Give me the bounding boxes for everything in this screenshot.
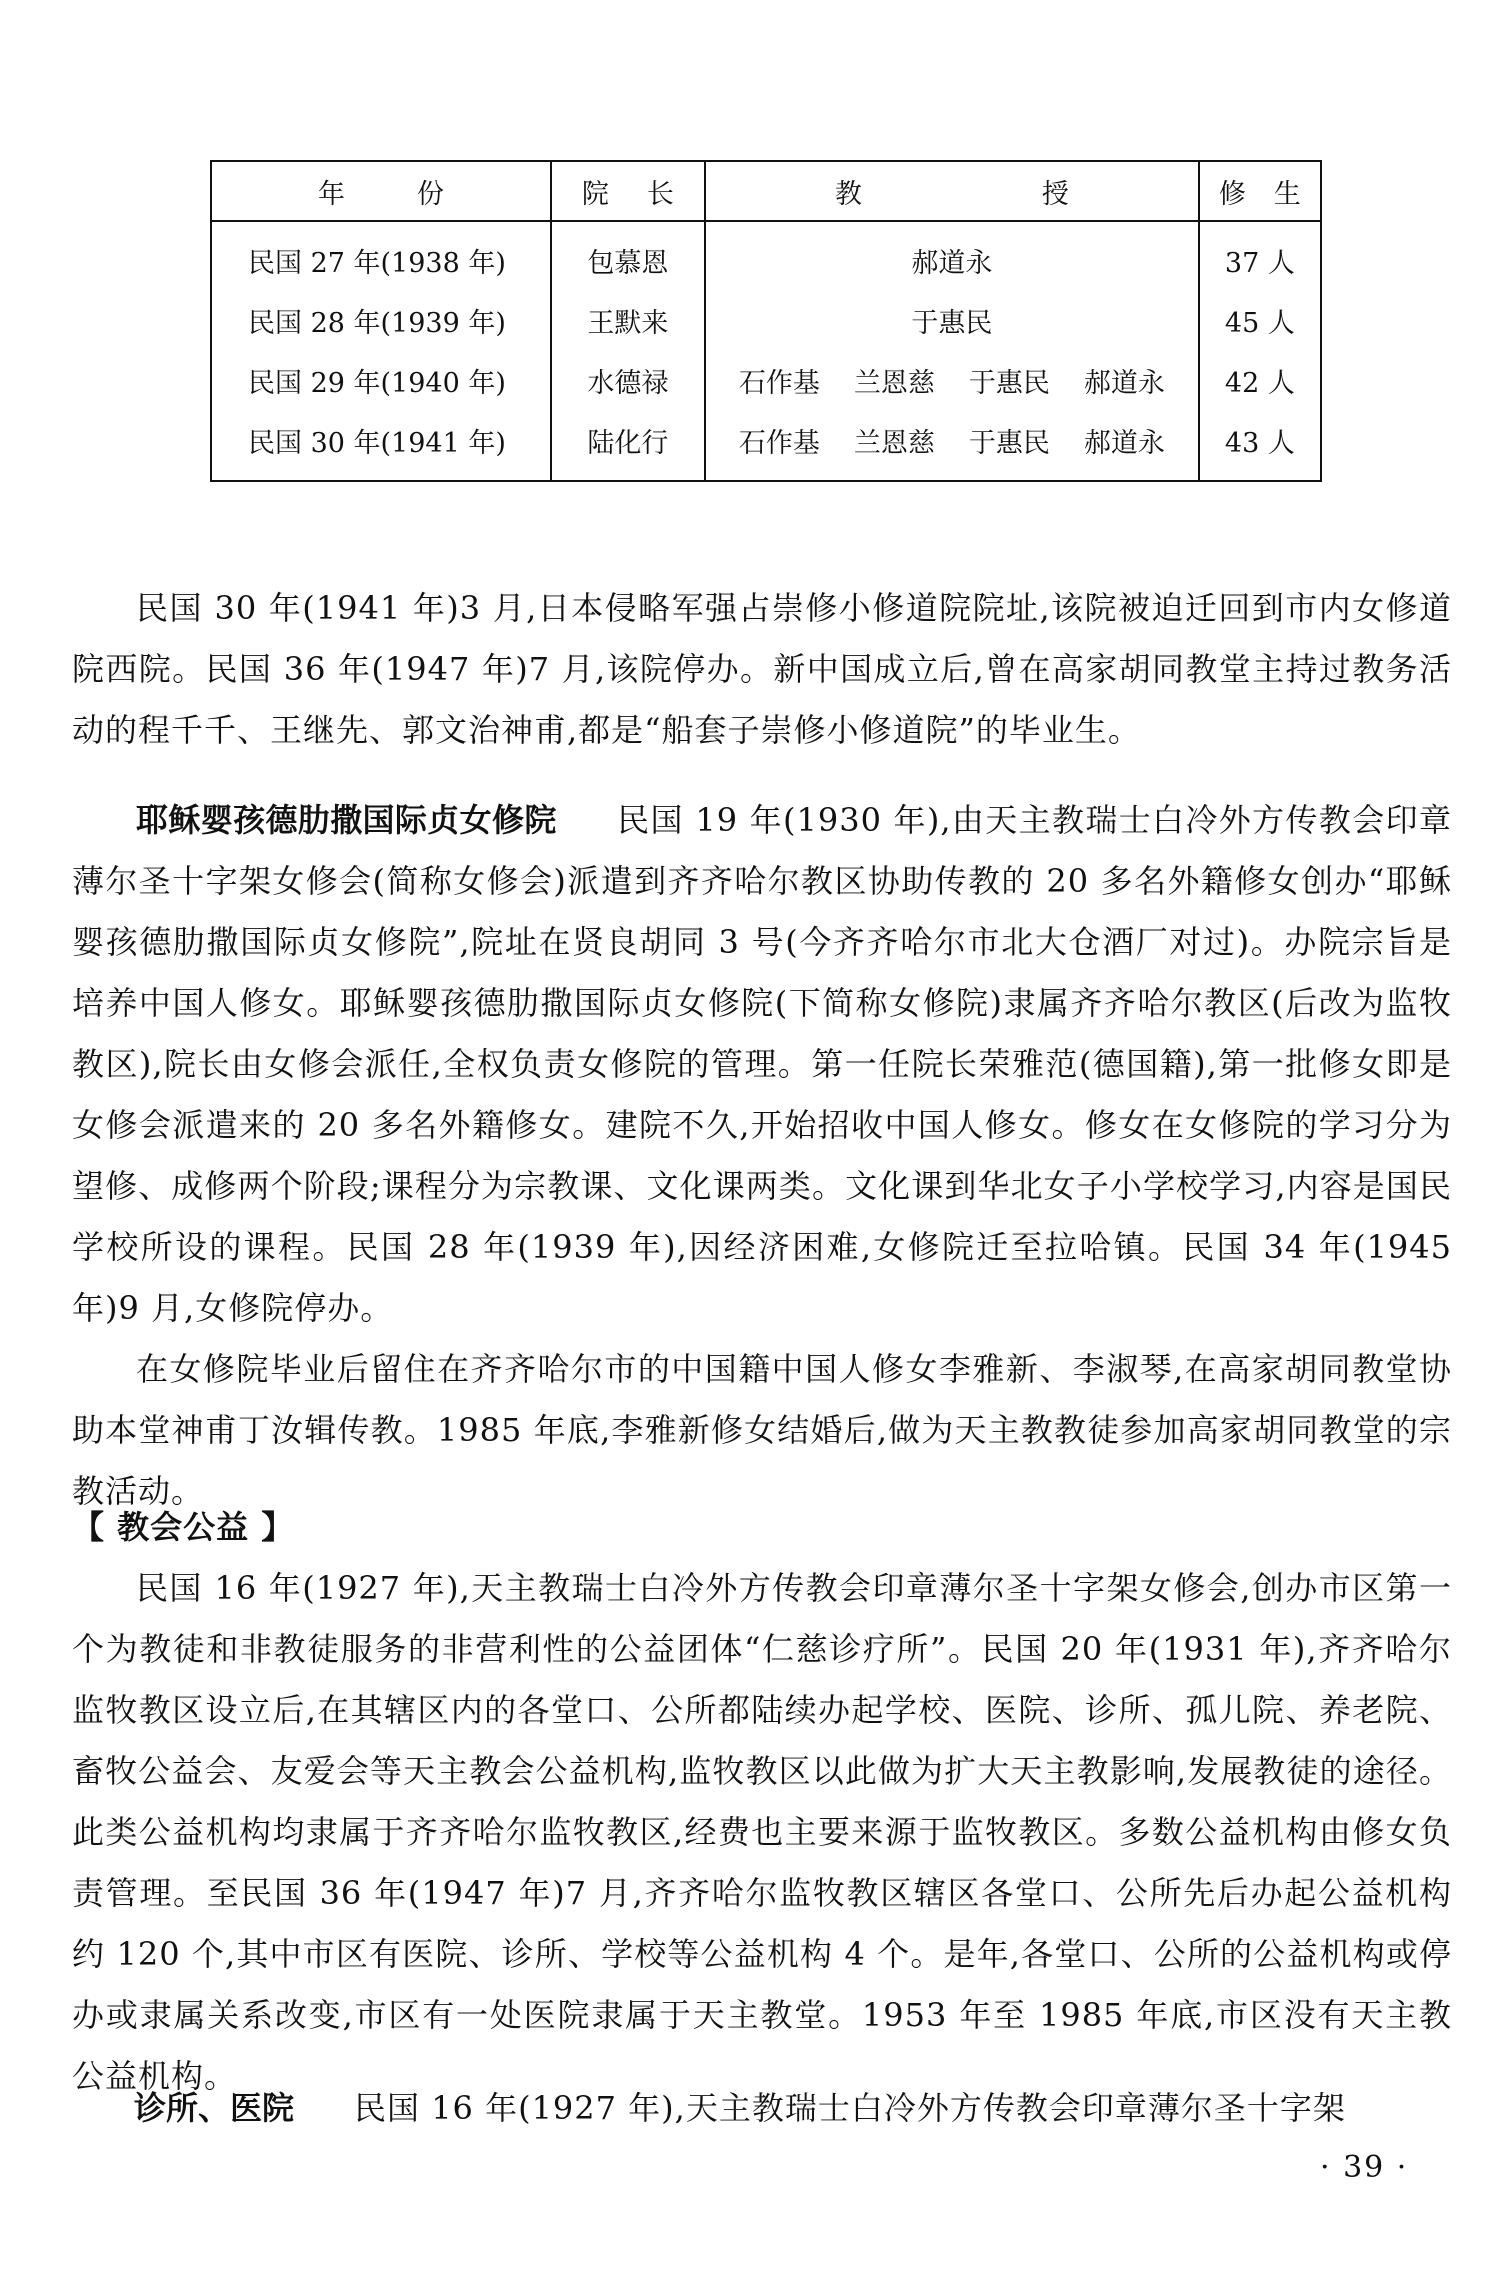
paragraph-text: 民国 16 年(1927 年),天主教瑞士白冷外方传教会印章薄尔圣十字架女修会,创办市区第一个为教徒和非教徒服务的非营利性的公益团体“仁慈诊疗所”。民国 20 年(1931 年),齐齐哈尔监牧教区设立后,在其辖区内的各堂口、公所都陆续办起学校、医院、诊所、孤儿院、养老院、畜牧公益会、友爱会等天主教会公益机构,监牧教区以此做为扩大天主教影响,发展教徒的途径。此类公益机构均隶属于齐齐哈尔监牧教区,经费也主要来源于监牧教区。多数公益机构由修女负责管理。至民国 36 年(1947 年)7 月,齐齐哈尔监牧教区辖区各堂口、公所先后办起公益机构约 120 个,其中市区有医院、诊所、学校等公益机构 4 个。是年,各堂口、公所的公益机构或停办或隶属关系改变,市区有一处医院隶属于天主教堂。1953 年至 1985 年底,市区没有天主教公益机构。 (72, 1569, 1452, 2095)
header-head: 院 长 (551, 161, 705, 221)
cell-year: 民国 28 年(1939 年) (211, 290, 551, 350)
cell-head: 包慕恩 (551, 221, 705, 290)
cell-students: 37 人 (1199, 221, 1321, 290)
cell-students: 45 人 (1199, 290, 1321, 350)
entry-heading: 耶稣婴孩德肋撒国际贞女修院 (136, 801, 557, 839)
paragraph-clinic (72, 2078, 1452, 2139)
cell-professors: 于惠民 (705, 290, 1199, 350)
paragraph-convent (72, 790, 1452, 1522)
cell-professors: 郝道永 (705, 221, 1199, 290)
paragraph-text: 民国 16 年(1927 年),天主教瑞士白冷外方传教会印章薄尔圣十字架 (354, 2089, 1346, 2127)
section-heading: 【 教会公益 】 (72, 1508, 295, 1546)
cell-year: 民国 29 年(1940 年) (211, 350, 551, 410)
header-year: 年 份 (211, 161, 551, 221)
header-professors: 教 授 (705, 161, 1199, 221)
seminary-roster-table (210, 160, 1322, 482)
cell-students: 42 人 (1199, 350, 1321, 410)
table-row (211, 350, 1321, 410)
cell-students: 43 人 (1199, 410, 1321, 481)
cell-professors: 石作基 兰恩慈 于惠民 郝道永 (705, 350, 1199, 410)
table-header-row (211, 161, 1321, 221)
table-row (211, 410, 1321, 481)
table-row (211, 221, 1321, 290)
cell-head: 水德禄 (551, 350, 705, 410)
cell-head: 陆化行 (551, 410, 705, 481)
paragraph-text: 民国 19 年(1930 年),由天主教瑞士白冷外方传教会印章薄尔圣十字架女修会(简称女修会)派遣到齐齐哈尔教区协助传教的 20 多名外籍修女创办“耶稣婴孩德肋撒国际贞女修院”,院址在贤良胡同 3 号(今齐齐哈尔市北大仓酒厂对过)。办院宗旨是培养中国人修女。耶稣婴孩德肋撒国际贞女修院(下简称女修院)隶属齐齐哈尔教区(后改为监牧教区),院长由女修会派任,全权负责女修院的管理。第一任院长荣雅范(德国籍),第一批修女即是女修会派遣来的 20 多名外籍修女。建院不久,开始招收中国人修女。修女在女修院的学习分为望修、成修两个阶段;课程分为宗教课、文化课两类。文化课到华北女子小学校学习,内容是国民学校所设的课程。民国 28 年(1939 年),因经济困难,女修院迁至拉哈镇。民国 34 年(1945 年)9 月,女修院停办。 (72, 801, 1452, 1327)
cell-head: 王默来 (551, 290, 705, 350)
header-students: 修 生 (1199, 161, 1321, 221)
paragraph-text: 在女修院毕业后留住在齐齐哈尔市的中国籍中国人修女李雅新、李淑琴,在高家胡同教堂协助本堂神甫丁汝辑传教。1985 年底,李雅新修女结婚后,做为天主教教徒参加高家胡同教堂的宗教活动。 (72, 1350, 1452, 1510)
page-number: · 39 · (1320, 2150, 1409, 2185)
paragraph-charity (72, 1558, 1452, 2107)
paragraph-minor-seminary-relocation (72, 578, 1452, 761)
paragraph-text: 民国 30 年(1941 年)3 月,日本侵略军强占崇修小修道院院址,该院被迫迁回到市内女修道院西院。民国 36 年(1947 年)7 月,该院停办。新中国成立后,曾在高家胡同教堂主持过教务活动的程千千、王继先、郭文治神甫,都是“船套子崇修小修道院”的毕业生。 (72, 589, 1452, 749)
cell-professors: 石作基 兰恩慈 于惠民 郝道永 (705, 410, 1199, 481)
table-row (211, 290, 1321, 350)
cell-year: 民国 27 年(1938 年) (211, 221, 551, 290)
cell-year: 民国 30 年(1941 年) (211, 410, 551, 481)
entry-heading: 诊所、医院 (134, 2089, 295, 2127)
